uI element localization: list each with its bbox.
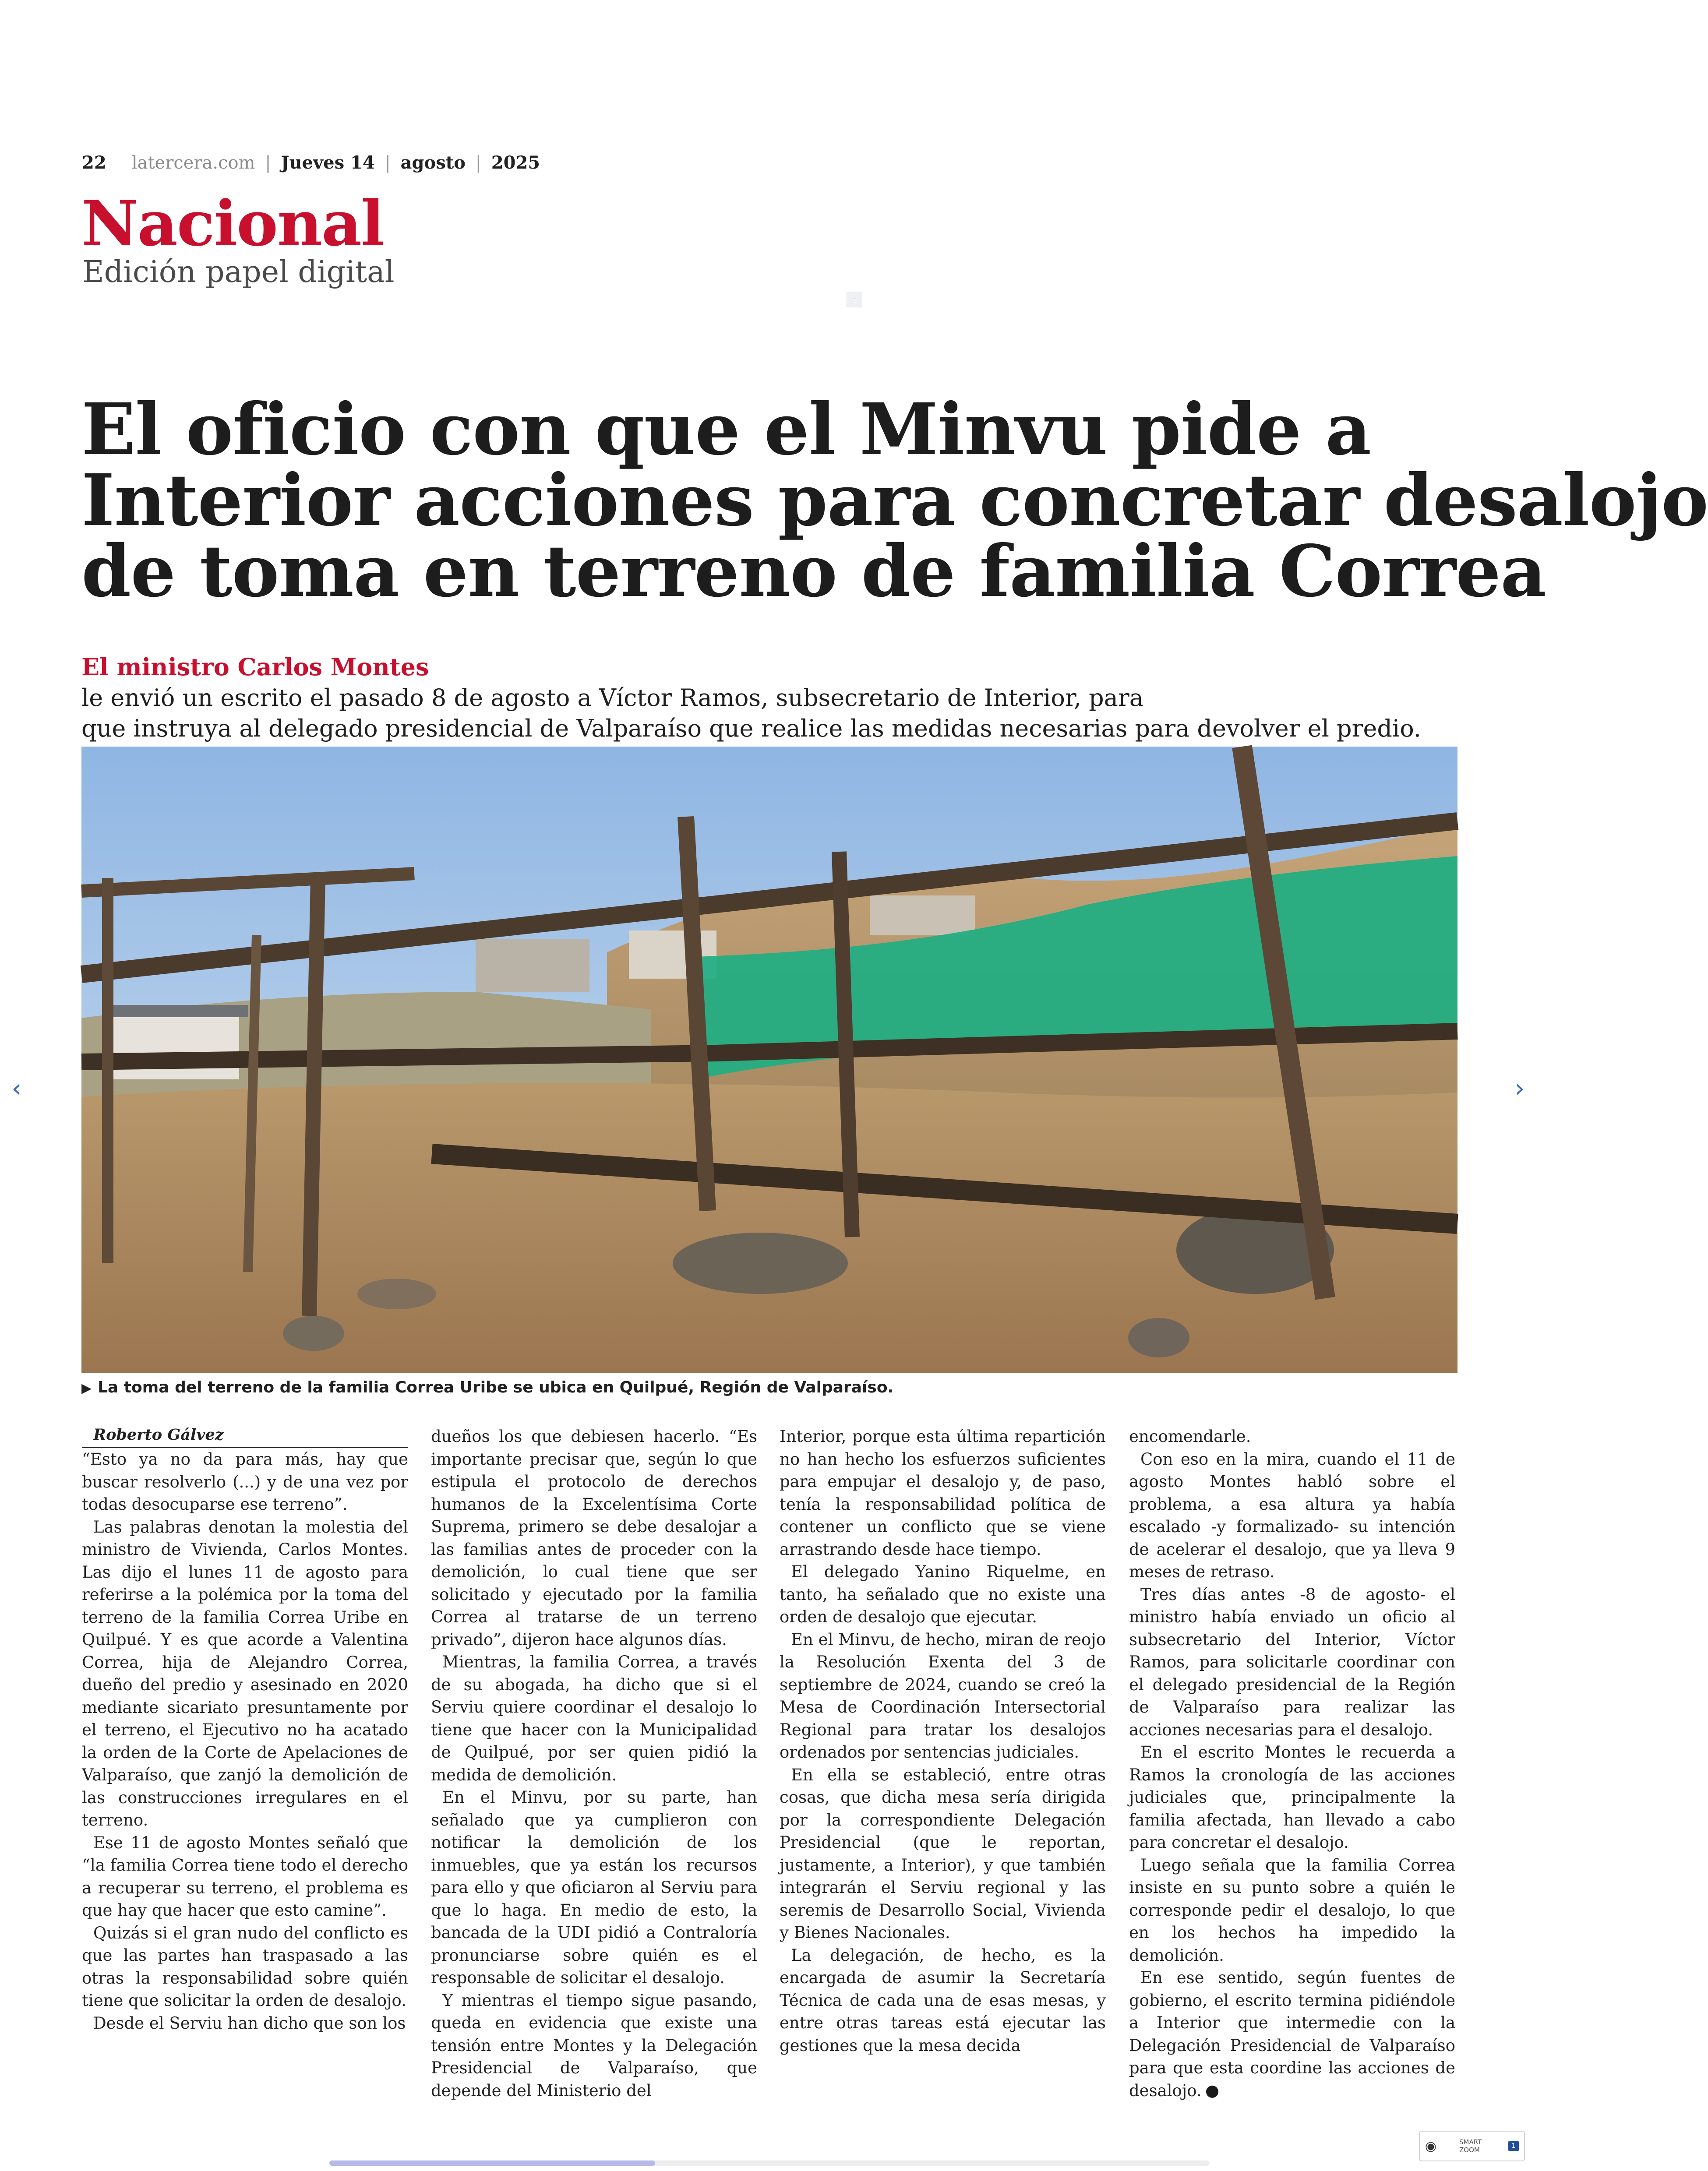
paragraph: Luego señala que la familia Correa insiste en su punto sobre a quién le corresponde pedir el desalojo, lo que en los hechos ha impedido la demolición. bbox=[1129, 1855, 1455, 1965]
smart-zoom-line1: SMART bbox=[1459, 2138, 1482, 2146]
paragraph: El delegado Yanino Riquelme, en tanto, ha señalado que no existe una orden de desalojo que ejecutar. bbox=[780, 1562, 1106, 1626]
photo-caption bbox=[81, 1378, 893, 1396]
article-column-2 bbox=[431, 1425, 757, 2102]
next-page-button[interactable]: › bbox=[1514, 1073, 1525, 1103]
article-column-3 bbox=[780, 1425, 1106, 2057]
paragraph: En ella se estableció, entre otras cosas, que dicha mesa sería dirigida por la correspondiente Delegación Presidencial (que le reportan, justamente, a Interior), y que también integrarán el Serviu regional y las seremis de Desarrollo Social, Vivienda y Bienes Nacionales. bbox=[780, 1765, 1106, 1942]
paragraph: Ese 11 de agosto Montes señaló que “la familia Correa tiene todo el derecho a recuperar su terreno, el problema es que hay que hacer que esto camine”. bbox=[82, 1833, 408, 1920]
paragraph: “Esto ya no da para más, hay que buscar resolverlo (...) y de una vez por todas desocuparse ese terreno”. bbox=[82, 1450, 408, 1514]
site-name: latercera.com bbox=[131, 153, 255, 173]
headline-line: de toma en terreno de familia Correa bbox=[81, 530, 1546, 613]
page-marker-icon: ▫ bbox=[847, 292, 862, 307]
paragraph: En el Minvu, de hecho, miran de reojo la Resolución Exenta del 3 de septiembre de 2024, cuando se creó la Mesa de Coordinación Intersectorial Regional para tratar los desalojos ordenados por sentencias judiciales. bbox=[780, 1630, 1106, 1762]
lead-line: que instruya al delegado presidencial de Valparaíso que realice las medidas necesarias para devolver el predio. bbox=[81, 715, 1421, 742]
caption-text: La toma del terreno de la familia Correa Uribe se ubica en Quilpué, Región de Valparaíso. bbox=[98, 1378, 894, 1396]
headline-line: Interior acciones para concretar desalojo bbox=[81, 459, 1708, 542]
smart-zoom-badge: 1 bbox=[1508, 2141, 1519, 2151]
edition-label: Edición papel digital bbox=[82, 255, 395, 289]
page-number: 22 bbox=[82, 152, 106, 173]
paragraph: Las palabras denotan la molestia del ministro de Vivienda, Carlos Montes. Las dijo el lunes 11 de agosto para referirse a la polémica por la toma del terreno de la familia Correa Uribe en Quilpué. Y es que acorde a Valentina Correa, hija de Alejandro Correa, dueño del predio y asesinado en 2020 mediante sicariato presuntamente por el terreno, el Ejecutivo no ha acatado la orden de la Corte de Apelaciones de Valparaíso, que zanjó la demolición de las construcciones irregulares en el terreno. bbox=[82, 1517, 408, 1829]
masthead-separator bbox=[116, 153, 122, 173]
smart-zoom-button[interactable] bbox=[1419, 2131, 1525, 2161]
section-title: Nacional bbox=[81, 187, 384, 260]
smart-zoom-line2: ZOOM bbox=[1459, 2146, 1480, 2154]
end-mark-icon bbox=[1206, 2086, 1218, 2098]
byline: Roberto Gálvez bbox=[82, 1425, 408, 1448]
paragraph: La delegación, de hecho, es la encargada de asumir la Secretaría Técnica de cada una de esas mesas, y entre otras tareas está ejecutar las gestiones que la mesa decida bbox=[780, 1945, 1106, 2055]
paragraph-text: En ese sentido, según fuentes de gobierno, el escrito termina pidiéndole a Interior que intermedie con la Delegación Presidencial de Valparaíso para que esta coordine las acciones de desalojo. bbox=[1129, 1968, 1455, 2100]
paragraph: Y mientras el tiempo sigue pasando, queda en evidencia que existe una tensión entre Montes y la Delegación Presidencial de Valparaíso, que depende del Ministerio del bbox=[431, 1991, 757, 2100]
paragraph: Quizás si el gran nudo del conflicto es que las partes han traspasado a las otras la responsabilidad sobre quién tiene que solicitar la orden de desalojo. bbox=[82, 1923, 408, 2010]
date-year: 2025 bbox=[491, 152, 540, 173]
smart-zoom-label bbox=[1442, 2138, 1508, 2154]
lead-line bbox=[81, 652, 1465, 713]
masthead-separator: | bbox=[475, 153, 482, 173]
article-photo bbox=[81, 747, 1457, 1373]
paragraph: encomendarle. bbox=[1129, 1427, 1251, 1446]
progress-fill bbox=[329, 2160, 655, 2166]
eye-icon: ◉ bbox=[1425, 2138, 1437, 2154]
date-month: agosto bbox=[400, 152, 466, 173]
article-lead bbox=[81, 652, 1465, 744]
paragraph: Mientras, la familia Correa, a través de su abogada, ha dicho que si el Serviu quiere coordinar el desalojo lo tiene que hacer con la Municipalidad de Quilpué, por ser quien pidió la medida de demolición. bbox=[431, 1653, 757, 1784]
masthead-separator: | bbox=[265, 153, 271, 173]
lead-highlight: El ministro Carlos Montes bbox=[81, 653, 429, 681]
paragraph: Con eso en la mira, cuando el 11 de agosto Montes habló sobre el problema, a esa altura ya había escalado -y formalizado- su intención de acelerar el desalojo, que ya lleva 9 meses de retraso. bbox=[1129, 1449, 1455, 1581]
paragraph: En el Minvu, por su parte, han señalado que ya cumplieron con notificar la demolición de los inmuebles, que ya están los recursos para ello y que oficiaron al Serviu para que lo haga. En medio de esto, la bancada de la UDI pidió a Contraloría pronunciarse sobre quién es el responsable de solicitar el desalojo. bbox=[431, 1788, 757, 1987]
masthead bbox=[82, 152, 540, 173]
paragraph: Desde el Serviu han dicho que son los bbox=[93, 2013, 406, 2033]
date-day: Jueves 14 bbox=[281, 152, 375, 173]
masthead-separator: | bbox=[385, 153, 391, 173]
article-column-1 bbox=[82, 1425, 408, 2034]
reading-progress[interactable] bbox=[0, 2160, 1536, 2167]
paragraph: dueños los que debiesen hacerlo. “Es importante precisar que, según lo que estipula el protocolo de derechos humanos de la Excelentísima Corte Suprema, primero se debe desalojar a las familias antes de proceder con la demolición, lo cual tiene que ser solicitado y ejecutado por la familia Correa al tratarse de un terreno privado”, dijeron hace algunos días. bbox=[431, 1427, 757, 1649]
previous-page-button[interactable]: ‹ bbox=[11, 1073, 22, 1103]
lead-text: le envió un escrito el pasado 8 de agosto a Víctor Ramos, subsecretario de Interior, para bbox=[81, 684, 1143, 712]
paragraph: Tres días antes -8 de agosto- el ministro había enviado un oficio al subsecretario del Interior, Víctor Ramos, para solicitarle coordinar con el delegado presidencial de la Región de Valparaíso para realizar las acciones necesarias para el desalojo. bbox=[1129, 1585, 1455, 1739]
caption-arrow-icon: ▶ bbox=[81, 1381, 92, 1396]
paragraph: Interior, porque esta última repartición no han hecho los esfuerzos suficientes para empujar el desalojo y, de paso, tenía la responsabilidad política de contener un conflicto que se viene arrastrando desde hace tiempo. bbox=[780, 1427, 1106, 1559]
paragraph: En el escrito Montes le recuerda a Ramos la cronología de las acciones judiciales que, principalmente la familia afectada, han llevado a cabo para concretar el desalojo. bbox=[1129, 1743, 1455, 1852]
paragraph bbox=[1129, 1967, 1455, 2102]
article-headline bbox=[81, 388, 1708, 613]
headline-line: El oficio con que el Minvu pide a bbox=[81, 388, 1371, 471]
article-column-4 bbox=[1129, 1425, 1455, 2102]
